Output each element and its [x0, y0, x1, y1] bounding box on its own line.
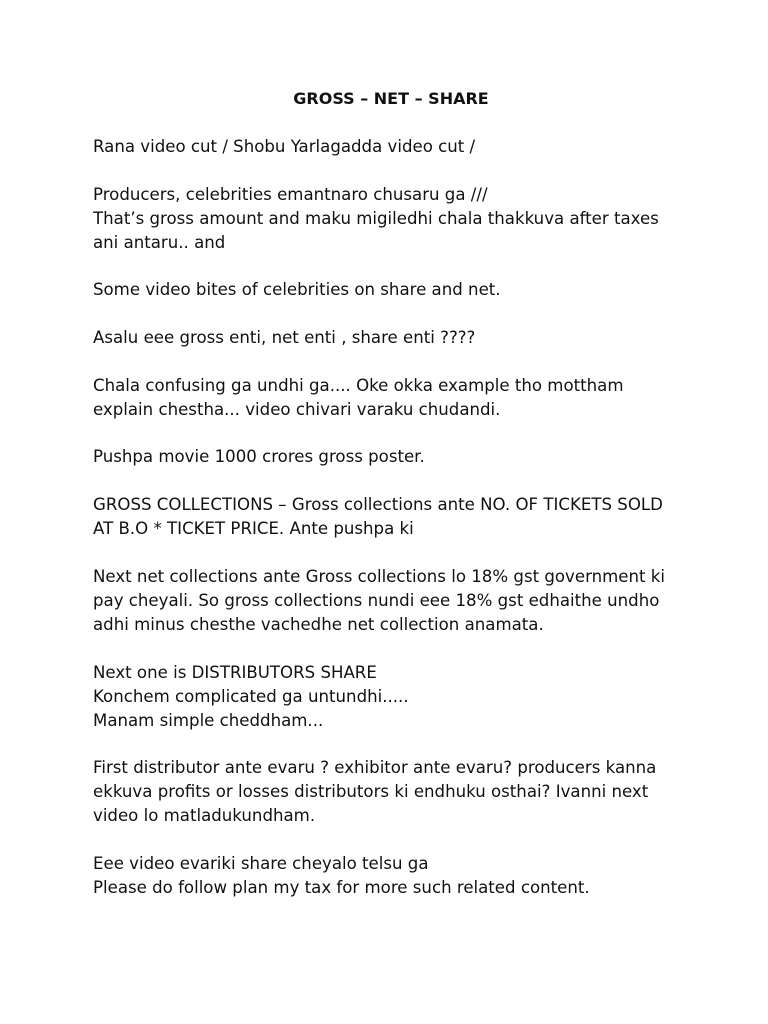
text-line: Konchem complicated ga untundhi..... — [93, 686, 409, 706]
paragraph-net-collections — [93, 565, 673, 637]
text-line: That’s gross amount and maku migiledhi chala thakkuva after taxes — [93, 208, 659, 228]
text-line: First distributor ante evaru ? exhibitor ante evaru? producers kanna — [93, 758, 657, 778]
text-line: Next net collections ante Gross collections lo 18% gst government ki — [93, 566, 666, 586]
paragraph-pushpa-poster — [93, 445, 673, 469]
text-line: Rana video cut / Shobu Yarlagadda video cut / — [93, 137, 476, 156]
text-line: ekkuva profits or losses distributors ki endhuku osthai? Ivanni next — [93, 782, 649, 802]
paragraph-producers — [93, 183, 673, 255]
paragraph-question — [93, 326, 673, 350]
text-line: Asalu eee gross enti, net enti , share enti ???? — [93, 328, 476, 348]
document-title: GROSS – NET – SHARE — [293, 89, 489, 108]
paragraph-video-bites — [93, 278, 673, 302]
text-line: video lo matladukundham. — [93, 806, 316, 826]
text-line: Next one is DISTRIBUTORS SHARE — [93, 662, 377, 682]
text-line: Eee video evariki share cheyalo telsu ga — [93, 853, 429, 873]
text-line: Producers, celebrities emantnaro chusaru ga /// — [93, 184, 488, 204]
text-line: GROSS COLLECTIONS – Gross collections ante NO. OF TICKETS SOLD — [93, 495, 663, 515]
text-line: ani antaru.. and — [93, 232, 226, 252]
text-line: Please do follow plan my tax for more such related content. — [93, 877, 590, 897]
text-line: adhi minus chesthe vachedhe net collection anamata. — [93, 614, 544, 634]
paragraph-gross-collections — [93, 493, 673, 541]
text-line: AT B.O * TICKET PRICE. Ante pushpa ki — [93, 519, 414, 539]
paragraph-distributors-share — [93, 661, 673, 733]
text-line: Manam simple cheddham... — [93, 710, 324, 730]
paragraph-distributor-exhibitor — [93, 756, 673, 828]
text-line: Some video bites of celebrities on share and net. — [93, 280, 501, 300]
paragraph-video-cuts — [93, 135, 673, 159]
document-body — [93, 87, 673, 924]
paragraph-confusing — [93, 374, 673, 422]
text-line: Chala confusing ga undhi ga.... Oke okka example tho mottham — [93, 375, 624, 395]
paragraph-closing — [93, 852, 673, 900]
text-line: explain chestha... video chivari varaku chudandi. — [93, 399, 501, 419]
text-line: pay cheyali. So gross collections nundi eee 18% gst edhaithe undho — [93, 590, 660, 610]
text-line: Pushpa movie 1000 crores gross poster. — [93, 447, 425, 467]
